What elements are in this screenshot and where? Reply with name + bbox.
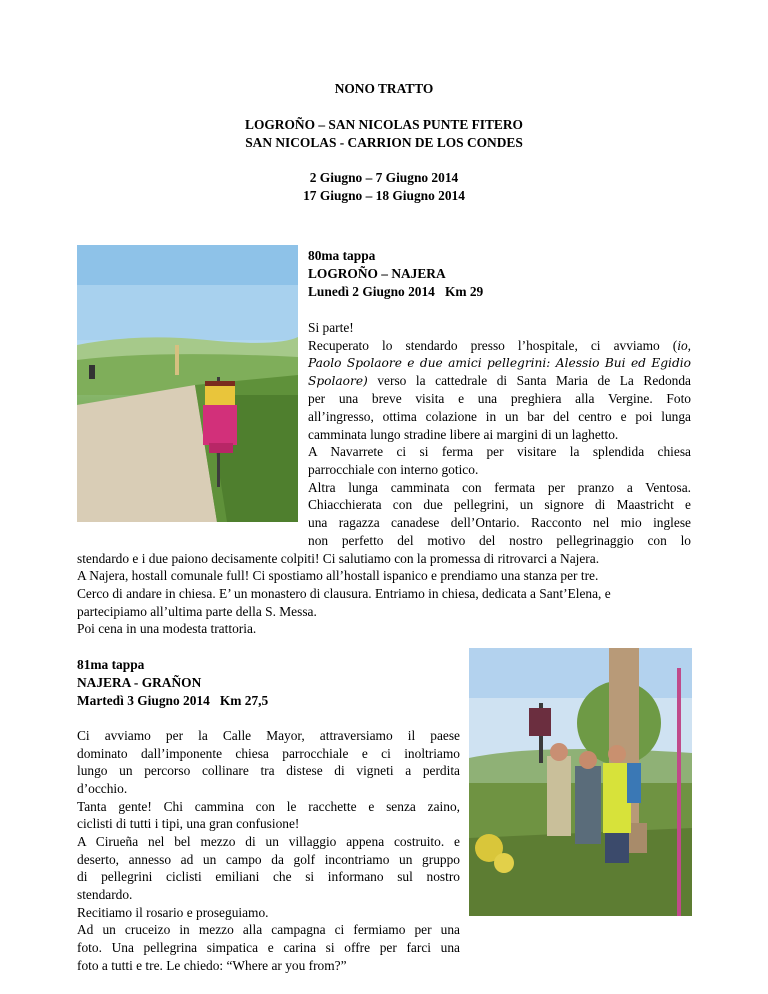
stage81-line-6: ciclisti di tutti i tipi, una gran confusione!: [77, 816, 300, 831]
photo-pilgrims-cross: [469, 648, 692, 916]
stage81-line-7: A Cirueña nel bel mezzo di un villaggio appena costruito. e: [77, 834, 460, 849]
stage80-line-16: partecipiamo all’ultima parte della S. Messa.: [77, 604, 317, 619]
stage80-line-10: Chiacchierata con due pellegrini, un signore di Maastricht e: [308, 497, 691, 512]
stage80-line-2: Paolo Spolaore e due amici pellegrini: Alessio Bui ed Egidio: [308, 356, 691, 370]
stage81-date-line: [77, 692, 268, 710]
section-title: NONO TRATTO: [334, 81, 434, 96]
stage81-line-3: lungo un percorso collinare tra distese di vigneti a perdita: [77, 763, 460, 778]
stage81-date: Martedì 3 Giugno 2014: [77, 693, 210, 708]
stage81-line-10: stendardo.: [77, 887, 133, 902]
stage80-line-17: Poi cena in una modesta trattoria.: [77, 621, 257, 636]
stage80-line-13: stendardo e i due paiono decisamente colpiti! Ci salutiamo con la promessa di ritrovarci a Najera.: [77, 551, 600, 566]
stage80-route: LOGROÑO – NAJERA: [308, 266, 446, 281]
dates-line-1: 2 Giugno – 7 Giugno 2014: [309, 170, 459, 185]
pilgrims-scene-image: [469, 648, 692, 916]
photo-road-banner: [77, 245, 298, 522]
route-line-2: SAN NICOLAS - CARRION DE LOS CONDES: [245, 135, 523, 150]
stage81-line-1: Ci avviamo per la Calle Mayor, attraversiamo il paese: [77, 728, 460, 743]
stage80-line-6: camminata lungo stradine libere ai margini di un laghetto.: [308, 427, 619, 442]
stage81-line-4: d’occhio.: [77, 781, 128, 796]
stage81-line-8: deserto, annesso ad un campo da golf incontriamo un gruppo: [77, 852, 460, 867]
stage80-date: Lunedì 2 Giugno 2014: [308, 284, 435, 299]
stage80-title: 80ma tappa: [308, 248, 376, 263]
dates-line-2: 17 Giugno – 18 Giugno 2014: [303, 188, 465, 203]
stage81-line-11: Recitiamo il rosario e proseguiamo.: [77, 905, 269, 920]
stage80-line-15: Cerco di andare in chiesa. E’ un monastero di clausura. Entriamo in chiesa, dedicata a Sant’Elena, e: [77, 586, 611, 601]
stage81-km: Km 27,5: [219, 693, 269, 708]
stage80-km: Km 29: [444, 284, 484, 299]
stage80-line-5: all’ingresso, ottima colazione in un bar del centro e poi lunga: [308, 409, 691, 424]
stage80-line-7: A Navarrete ci si ferma per visitare la splendida chiesa: [308, 444, 691, 459]
stage81-route: NAJERA - GRAÑON: [77, 675, 202, 690]
stage80-line-12: non perfetto del motivo del nostro pellegrinaggio con lo: [308, 533, 691, 548]
stage81-line-12: Ad un cruceizo in mezzo alla campagna ci fermiamo per una: [77, 922, 460, 937]
stage80-line-3: Spolaore) verso la cattedrale di Santa Maria de La Redonda: [308, 373, 691, 388]
road-scene-image: [77, 245, 298, 522]
stage81-line-2: dominato dall’imponente chiesa parrocchiale e ci inoltriamo: [77, 746, 460, 761]
stage80-start: Si parte!: [308, 320, 354, 335]
stage80-date-line: [308, 283, 483, 301]
route-line-1: LOGROÑO – SAN NICOLAS PUNTE FITERO: [245, 117, 523, 132]
stage80-line-4: per una breve visita e una preghiera alla Vergine. Foto: [308, 391, 691, 406]
stage80-line-1: Recuperato lo stendardo presso l’hospitale, ci avviamo (io,: [308, 338, 691, 353]
stage81-title: 81ma tappa: [77, 657, 145, 672]
stage80-line-14: A Najera, hostall comunale full! Ci spostiamo all’hostall ispanico e prendiamo una stanza per tre.: [77, 568, 599, 583]
stage81-line-9: di pellegrini ciclisti emiliani che si informano sul nostro: [77, 869, 460, 884]
stage81-line-5: Tanta gente! Chi cammina con le racchette e senza zaino,: [77, 799, 460, 814]
stage80-line-11: una ragazza canadese dell’Ontario. Racconto nel mio inglese: [308, 515, 691, 530]
stage80-line-9: Altra lunga camminata con fermata per pranzo a Ventosa.: [308, 480, 691, 495]
stage80-line-8: parrocchiale con interno gotico.: [308, 462, 479, 477]
stage81-line-14: foto a tutti e tre. Le chiedo: “Where ar you from?”: [77, 958, 347, 973]
stage81-line-13: foto. Una pellegrina simpatica e carina si offre per farci una: [77, 940, 460, 955]
